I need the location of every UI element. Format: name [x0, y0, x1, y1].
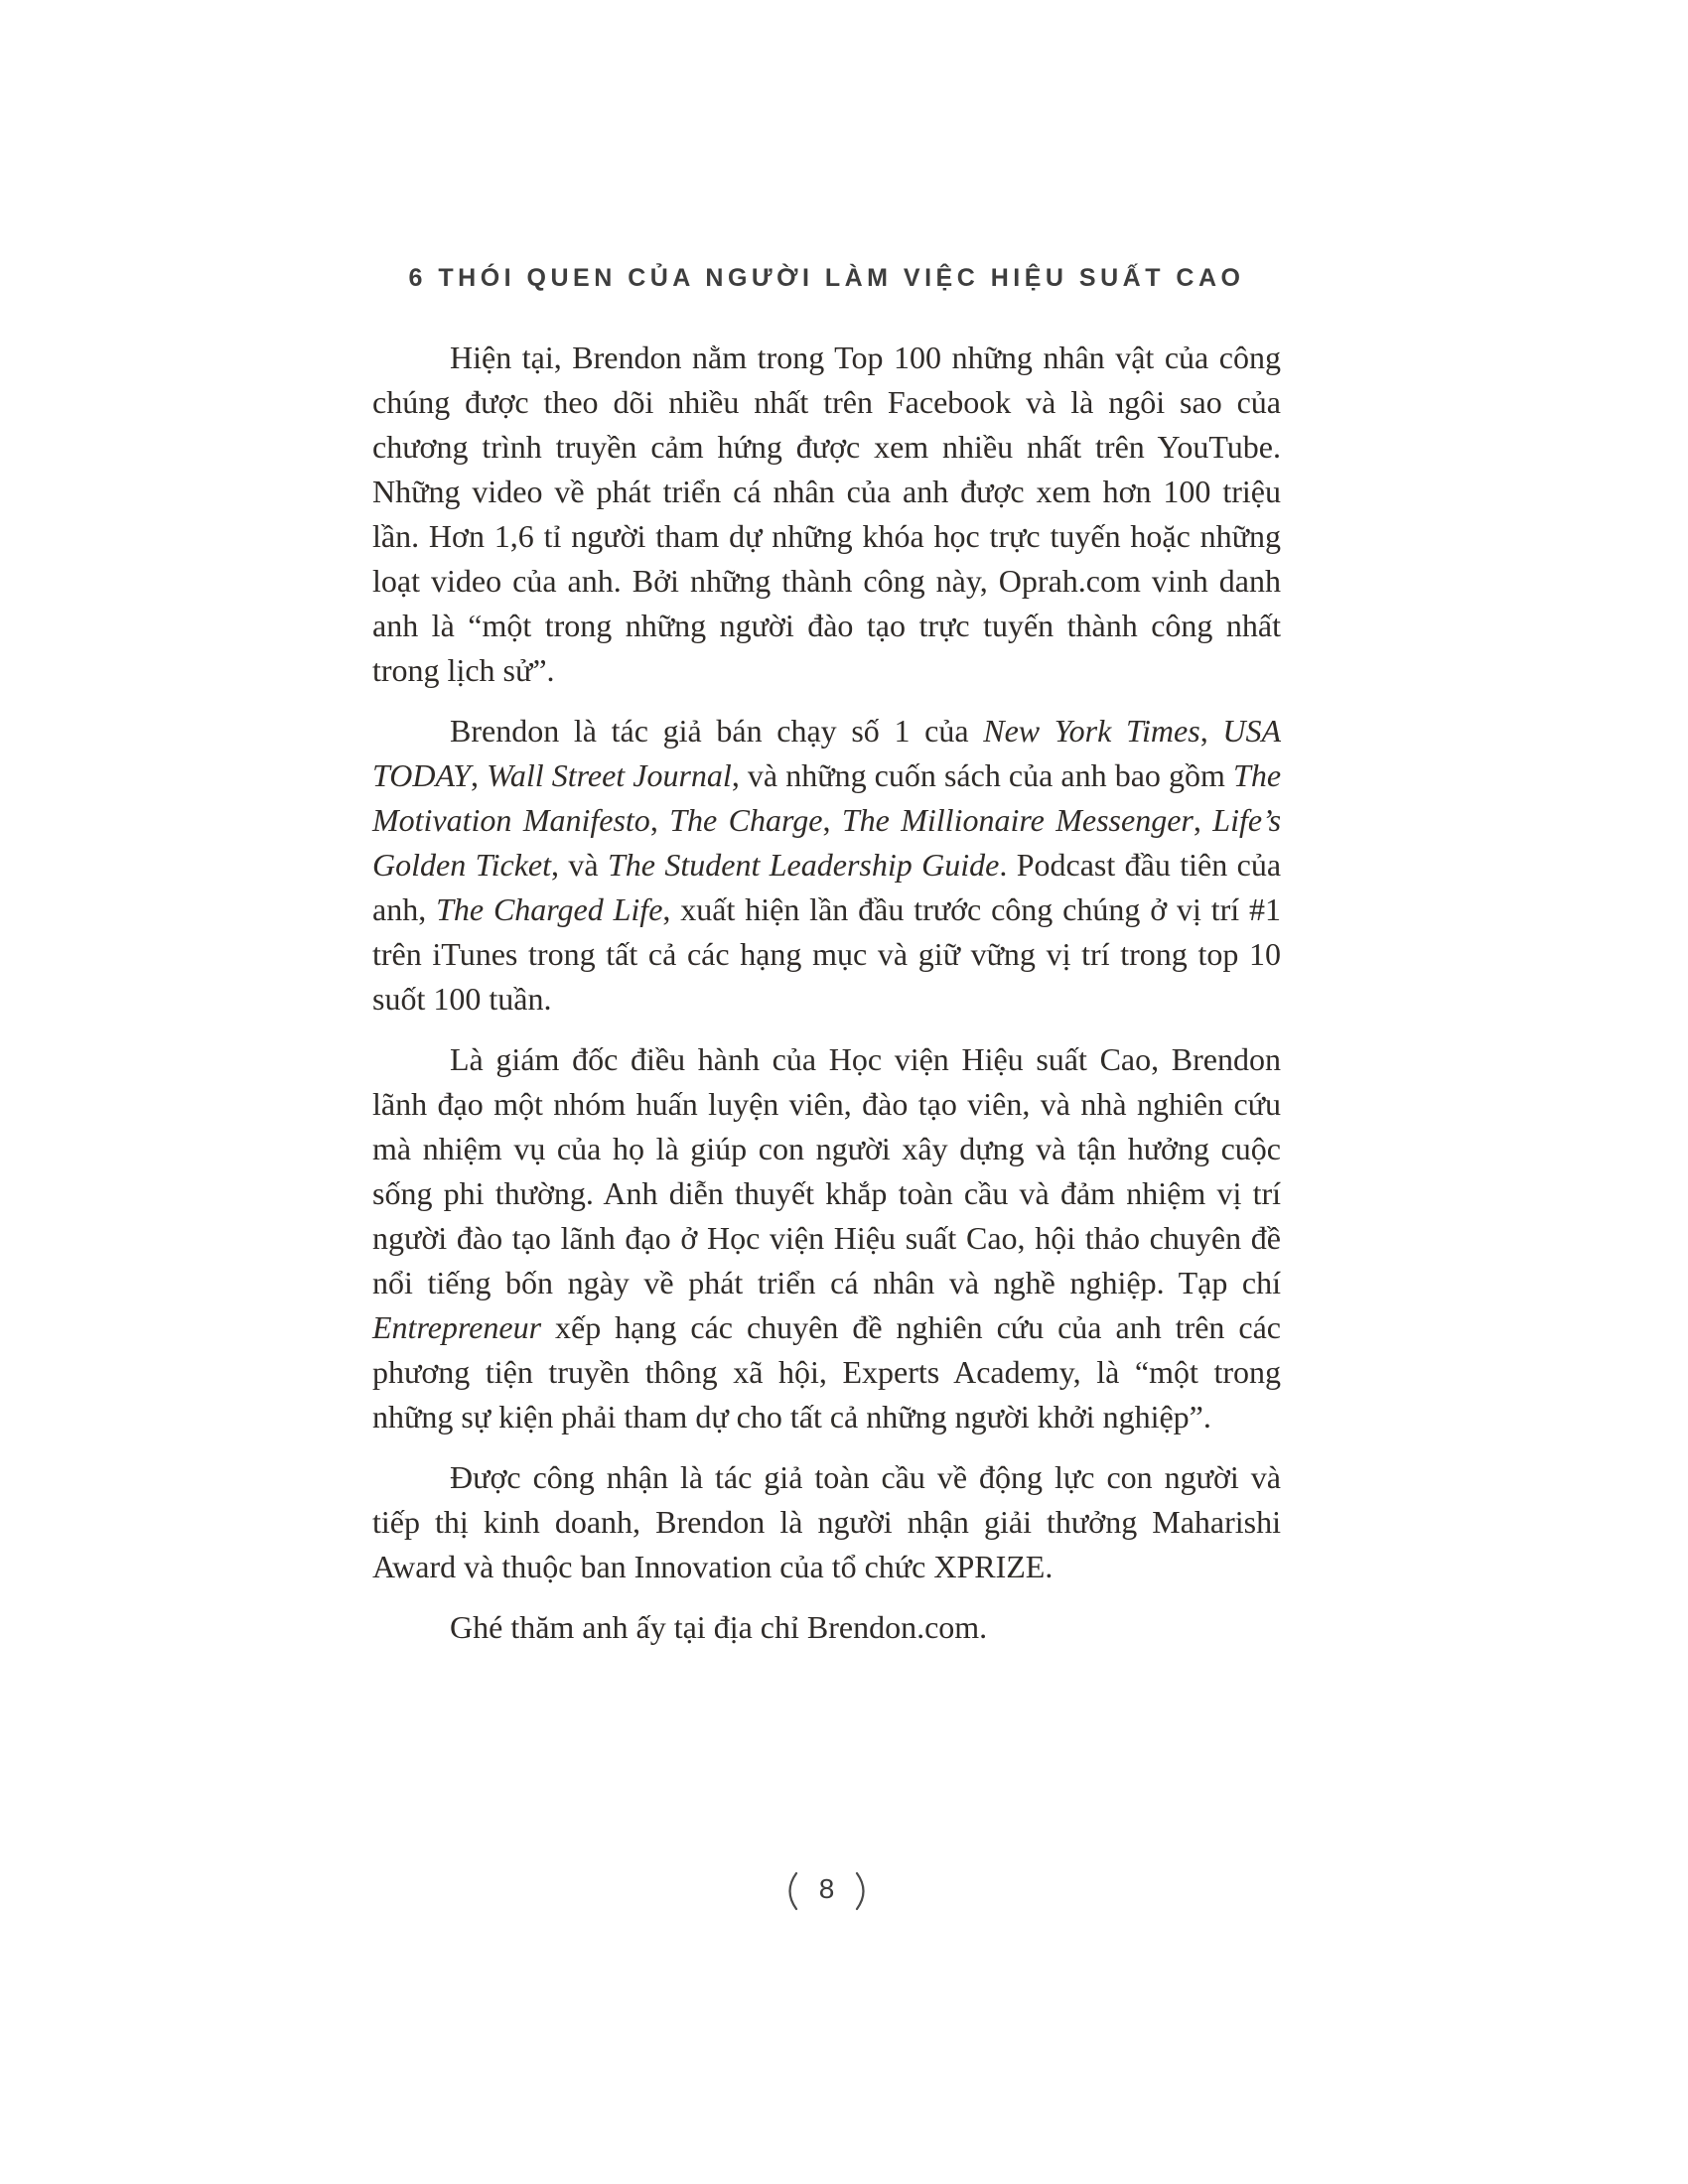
- page-number-row: [372, 1871, 1281, 1911]
- paragraph-3: Là giám đốc điều hành của Học viện Hiệu suất Cao, Brendon lãnh đạo một nhóm huấn luyện viên, đào tạo viên, và nhà nghiên cứu mà nhiệm vụ của họ là giúp con người xây dựng và tận hưởng cuộc sống phi thường. Anh diễn thuyết khắp toàn cầu và đảm nhiệm vị trí người đào tạo lãnh đạo ở Học viện Hiệu suất Cao, hội thảo chuyên đề nổi tiếng bốn ngày về phát triển cá nhân và nghề nghiệp. Tạp chí Entrepreneur xếp hạng các chuyên đề nghiên cứu của anh trên các phương tiện truyền thông xã hội, Experts Academy, là “một trong những sự kiện phải tham dự cho tất cả những người khởi nghiệp”.: [372, 1041, 1281, 1434]
- paragraph-2: Brendon là tác giả bán chạy số 1 của New York Times, USA TODAY, Wall Street Journal, và những cuốn sách của anh bao gồm The Motivation Manifesto, The Charge, The Millionaire Messenger, Life’s Golden Ticket, và The Student Leadership Guide. Podcast đầu tiên của anh, The Charged Life, xuất hiện lần đầu trước công chúng ở vị trí #1 trên iTunes trong tất cả các hạng mục và giữ vững vị trí trong top 10 suốt 100 tuần.: [372, 713, 1282, 1017]
- page-number-ornament-left-icon: [781, 1871, 799, 1911]
- paragraph-1: Hiện tại, Brendon nằm trong Top 100 những nhân vật của công chúng được theo dõi nhiều nhất trên Facebook và là ngôi sao của chương trình truyền cảm hứng được xem nhiều nhất trên YouTube. Những video về phát triển cá nhân của anh được xem hơn 100 triệu lần. Hơn 1,6 tỉ người tham dự những khóa học trực tuyến hoặc những loạt video của anh. Bởi những thành công này, Oprah.com vinh danh anh là “một trong những người đào tạo trực tuyến thành công nhất trong lịch sử”.: [372, 340, 1281, 688]
- paragraph-4: Được công nhận là tác giả toàn cầu về động lực con người và tiếp thị kinh doanh, Brendon là người nhận giải thưởng Maharishi Award và thuộc ban Innovation của tổ chức XPRIZE.: [372, 1459, 1281, 1584]
- page-number: 8: [818, 1873, 835, 1904]
- page-body: [372, 336, 1281, 1666]
- running-header: 6 THÓI QUEN CỦA NGƯỜI LÀM VIỆC HIỆU SUẤT CAO: [408, 264, 1245, 292]
- page-number-ornament-right-icon: [854, 1871, 872, 1911]
- paragraph-5: Ghé thăm anh ấy tại địa chỉ Brendon.com.: [450, 1609, 988, 1645]
